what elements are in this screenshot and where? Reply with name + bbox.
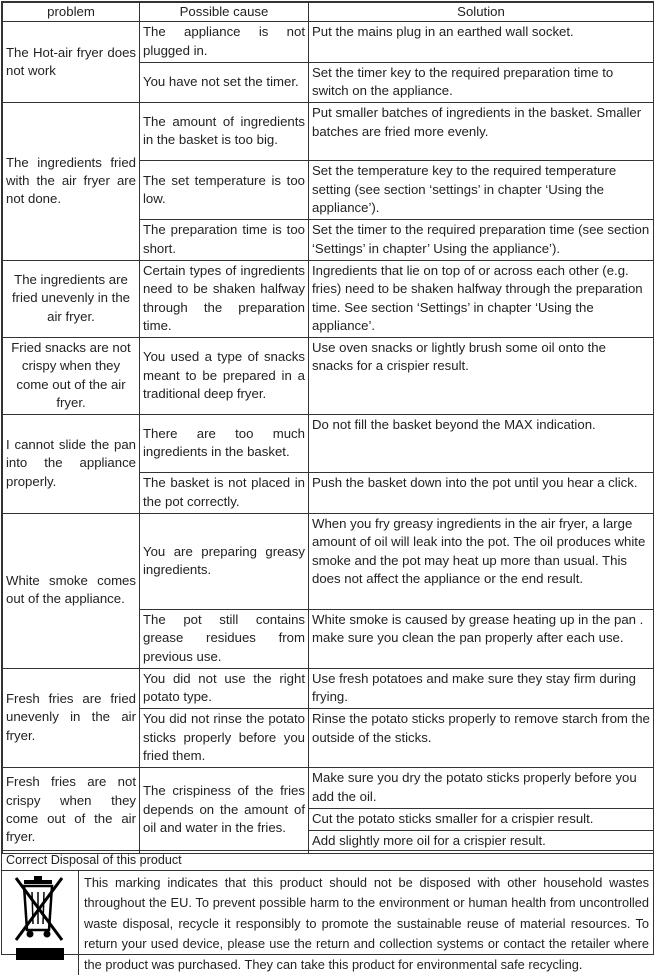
cause-cell: You did not rinse the potato sticks properly before you fried them.	[140, 709, 309, 768]
solution-cell: Make sure you dry the potato sticks properly before you add the oil.	[309, 768, 654, 809]
problem-cell: Fresh fries are not crispy when they come out of the air fryer.	[3, 768, 140, 853]
problem-cell: White smoke comes out of the appliance.	[3, 513, 140, 668]
cause-cell: The crispiness of the fries depends on the amount of oil and water in the fries.	[140, 768, 309, 853]
table-row	[3, 338, 654, 415]
solution-cell: Set the temperature key to the required temperature setting (see section ‘settings’ in chapter ‘Using the appliance’).	[309, 161, 654, 220]
cause-cell: The pot still contains grease residues from previous use.	[140, 609, 309, 668]
table-row	[3, 768, 654, 809]
header-problem: problem	[3, 3, 140, 22]
cause-cell: The amount of ingredients in the basket is too big.	[140, 103, 309, 161]
solution-cell: Ingredients that lie on top of or across each other (e.g. fries) need to be shaken halfway through the preparation time. See section ‘Settings’ in chapter ‘Using the appliance’.	[309, 260, 654, 337]
solution-cell: Cut the potato sticks smaller for a crispier result.	[309, 808, 654, 830]
problem-cell: Fresh fries are fried unevenly in the air fryer.	[3, 668, 140, 767]
table-row	[3, 22, 654, 63]
solution-cell: Push the basket down into the pot until you hear a click.	[309, 473, 654, 514]
solution-cell: Use fresh potatoes and make sure they stay firm during frying.	[309, 668, 654, 709]
header-solution: Solution	[309, 3, 654, 22]
table-row	[3, 415, 654, 473]
table-header-row	[3, 3, 654, 22]
disposal-section	[2, 850, 653, 975]
cause-cell: The appliance is not plugged in.	[140, 22, 309, 63]
weee-crossed-bin-icon	[2, 871, 79, 975]
solution-cell: Do not fill the basket beyond the MAX indication.	[309, 415, 654, 473]
table-row	[3, 668, 654, 709]
cause-cell: You used a type of snacks meant to be prepared in a traditional deep fryer.	[140, 338, 309, 415]
disposal-text: This marking indicates that this product should not be disposed with other household wastes throughout the EU. To prevent possible harm to the environment or human health from uncontrolled waste disposal, recycle it responsibly to promote the sustainable reuse of material resources. To return your used device, please use the return and collection systems or contact the retailer where the product was purchased. They can take this product for environmental safe recycling.	[84, 875, 649, 972]
table-row	[3, 103, 654, 161]
disposal-title: Correct Disposal of this product	[2, 850, 653, 871]
cause-cell: Certain types of ingredients need to be shaken halfway through the preparation time.	[140, 260, 309, 337]
disposal-body	[2, 871, 653, 975]
table-row	[3, 260, 654, 337]
cause-cell: You are preparing greasy ingredients.	[140, 513, 309, 609]
cause-cell: You have not set the timer.	[140, 62, 309, 103]
troubleshooting-table	[2, 2, 654, 854]
problem-cell: The ingredients are fried unevenly in the air fryer.	[3, 260, 140, 337]
problem-cell: Fried snacks are not crispy when they come out of the air fryer.	[3, 338, 140, 415]
solution-cell: Set the timer key to the required preparation time to switch on the appliance.	[309, 62, 654, 103]
solution-cell: When you fry greasy ingredients in the air fryer, a large amount of oil will leak into the pot. The oil produces white smoke and the pot may heat up more than usual. This does not affect the appliance or the end result.	[309, 513, 654, 609]
header-possible-cause: Possible cause	[140, 3, 309, 22]
solution-cell: Set the timer to the required preparation time (see section ‘Settings’ in chapter’ Using the appliance’).	[309, 220, 654, 261]
solution-cell: White smoke is caused by grease heating up in the pan . make sure you clean the pan properly after each use.	[309, 609, 654, 668]
table-row	[3, 513, 654, 609]
problem-cell: I cannot slide the pan into the appliance properly.	[3, 415, 140, 514]
troubleshooting-document	[1, 1, 654, 972]
cause-cell: The preparation time is too short.	[140, 220, 309, 261]
cause-cell: You did not use the right potato type.	[140, 668, 309, 709]
solution-cell: Use oven snacks or lightly brush some oil onto the snacks for a crispier result.	[309, 338, 654, 415]
cause-cell: There are too much ingredients in the basket.	[140, 415, 309, 473]
cause-cell: The basket is not placed in the pot correctly.	[140, 473, 309, 514]
problem-cell: The Hot-air fryer does not work	[3, 22, 140, 103]
solution-cell: Add slightly more oil for a crispier result.	[309, 831, 654, 853]
solution-cell: Put smaller batches of ingredients in the basket. Smaller batches are fried more evenly.	[309, 103, 654, 161]
solution-cell: Rinse the potato sticks properly to remove starch from the outside of the sticks.	[309, 709, 654, 768]
problem-cell: The ingredients fried with the air fryer are not done.	[3, 103, 140, 260]
cause-cell: The set temperature is too low.	[140, 161, 309, 220]
solution-cell: Put the mains plug in an earthed wall socket.	[309, 22, 654, 63]
